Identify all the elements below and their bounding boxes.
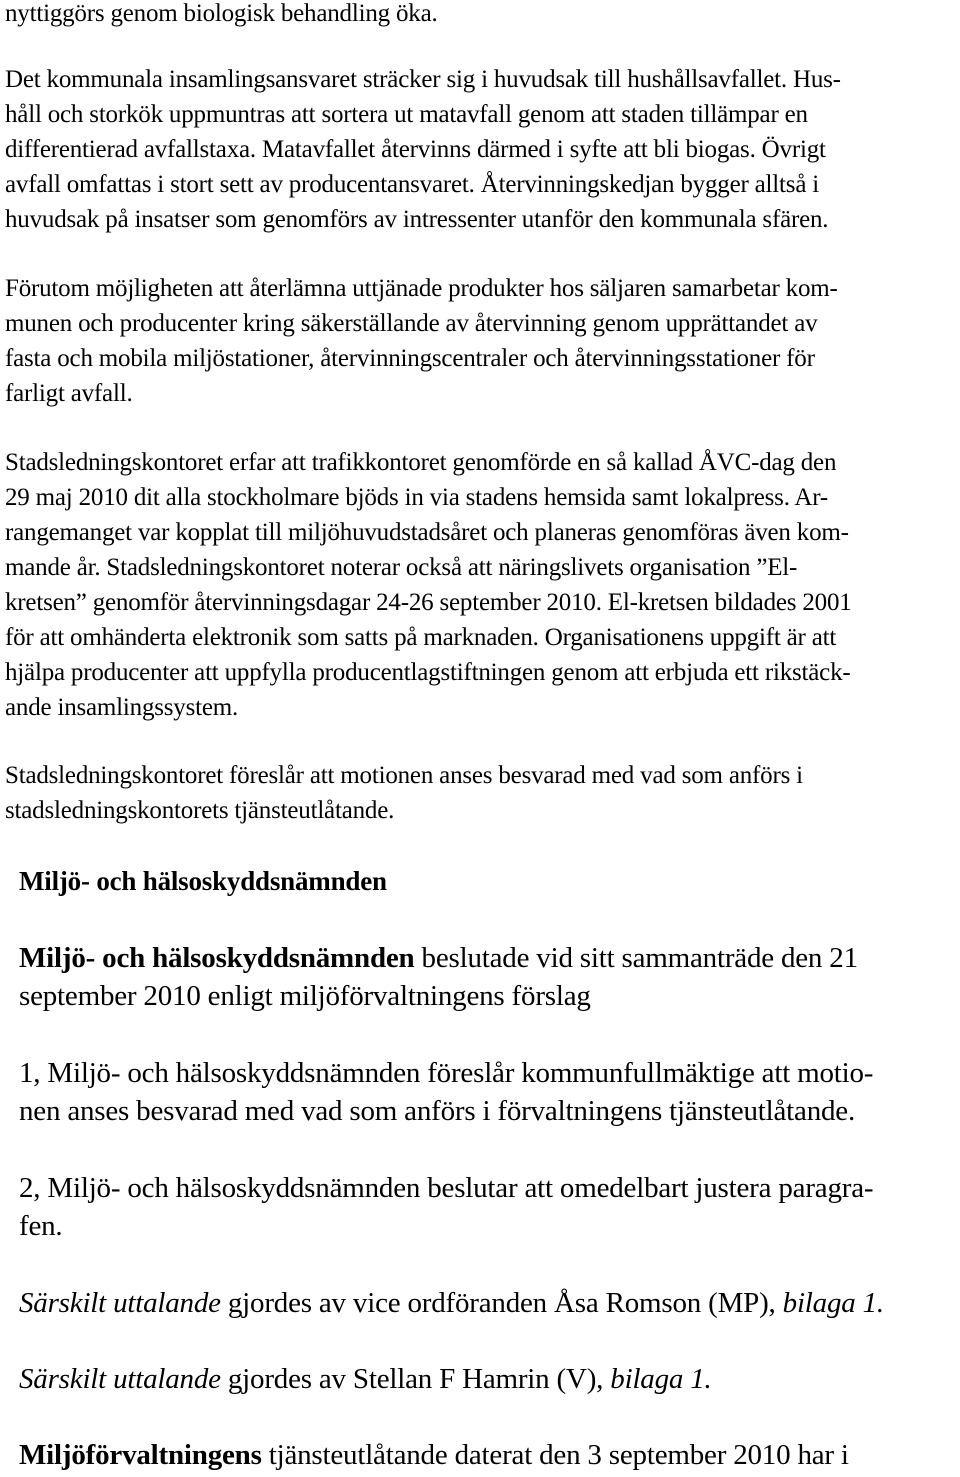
italic-text: Särskilt uttalande — [19, 1363, 221, 1395]
text-line: Det kommunala insamlingsansvaret sträcker sig i huvudsak till hushållsavfallet. Hus- — [5, 66, 841, 93]
bold-text: Miljöförvaltningens — [19, 1439, 262, 1471]
text-line: nyttiggörs genom biologisk behandling öka. — [5, 0, 438, 27]
text-line: fasta och mobila miljöstationer, återvinningscentraler och återvinningsstationer för — [5, 345, 815, 372]
text-line: Stadsledningskontoret föreslår att motionen anses besvarad med vad som anförs i — [5, 762, 803, 789]
text-line: hjälpa producenter att uppfylla producentlagstiftningen genom att erbjuda ett rikstäck- — [5, 659, 851, 686]
text-line: september 2010 enligt miljöförvaltningens förslag — [19, 980, 591, 1012]
text-line — [19, 1441, 849, 1470]
text-span: tjänsteutlåtande daterat den 3 september 2010 har i — [261, 1439, 849, 1471]
text-line: 2, Miljö- och hälsoskyddsnämnden beslutar att omedelbart justera paragra- — [19, 1172, 874, 1204]
text-line — [19, 944, 858, 973]
text-line: huvudsak på insatser som genomförs av intressenter utanför den kommunala sfären. — [5, 206, 829, 233]
italic-text: bilaga 1. — [782, 1287, 884, 1319]
text-line: håll och storkök uppmuntras att sortera ut matavfall genom att staden tillämpar en — [5, 101, 808, 128]
text-line: mande år. Stadsledningskontoret noterar också att näringslivets organisation ”El- — [5, 554, 798, 581]
text-line: farligt avfall. — [5, 380, 133, 407]
text-line: 29 maj 2010 dit alla stockholmare bjöds in via stadens hemsida samt lokalpress. Ar- — [5, 484, 829, 511]
text-line: Förutom möjligheten att återlämna uttjänade produkter hos säljaren samarbetar kom- — [5, 275, 838, 302]
text-line: differentierad avfallstaxa. Matavfallet återvinns därmed i syfte att bli biogas. Övrigt — [5, 136, 826, 163]
text-line: nen anses besvarad med vad som anförs i förvaltningens tjänsteutlåtande. — [19, 1095, 856, 1127]
text-line: 1, Miljö- och hälsoskyddsnämnden föreslår kommunfullmäktige att motio- — [19, 1057, 874, 1089]
text-line: kretsen” genomför återvinningsdagar 24-26 september 2010. El-kretsen bildades 2001 — [5, 589, 852, 616]
text-line: munen och producenter kring säkerställande av återvinning genom upprättandet av — [5, 310, 818, 337]
text-line: stadsledningskontorets tjänsteutlåtande. — [5, 797, 395, 824]
text-line: fen. — [19, 1210, 63, 1242]
section-heading: Miljö- och hälsoskyddsnämnden — [19, 866, 387, 896]
text-line: avfall omfattas i stort sett av producentansvaret. Återvinningskedjan bygger alltså i — [5, 171, 820, 198]
text-line — [19, 1289, 884, 1318]
text-span: beslutade vid sitt sammanträde den 21 — [414, 942, 858, 974]
text-line — [19, 1365, 712, 1394]
italic-text: bilaga 1. — [610, 1363, 712, 1395]
text-line: rangemanget var kopplat till miljöhuvudstadsåret och planeras genomföras även kom- — [5, 519, 849, 546]
text-line: Stadsledningskontoret erfar att trafikkontoret genomförde en så kallad ÅVC-dag den — [5, 449, 837, 476]
text-span: gjordes av vice ordföranden Åsa Romson (MP), — [220, 1287, 783, 1319]
text-line: ande insamlingssystem. — [5, 694, 239, 721]
text-line: för att omhänderta elektronik som satts på marknaden. Organisationens uppgift är att — [5, 624, 837, 651]
bold-text: Miljö- och hälsoskyddsnämnden — [19, 942, 415, 974]
italic-text: Särskilt uttalande — [19, 1287, 221, 1319]
text-span: gjordes av Stellan F Hamrin (V), — [220, 1363, 611, 1395]
